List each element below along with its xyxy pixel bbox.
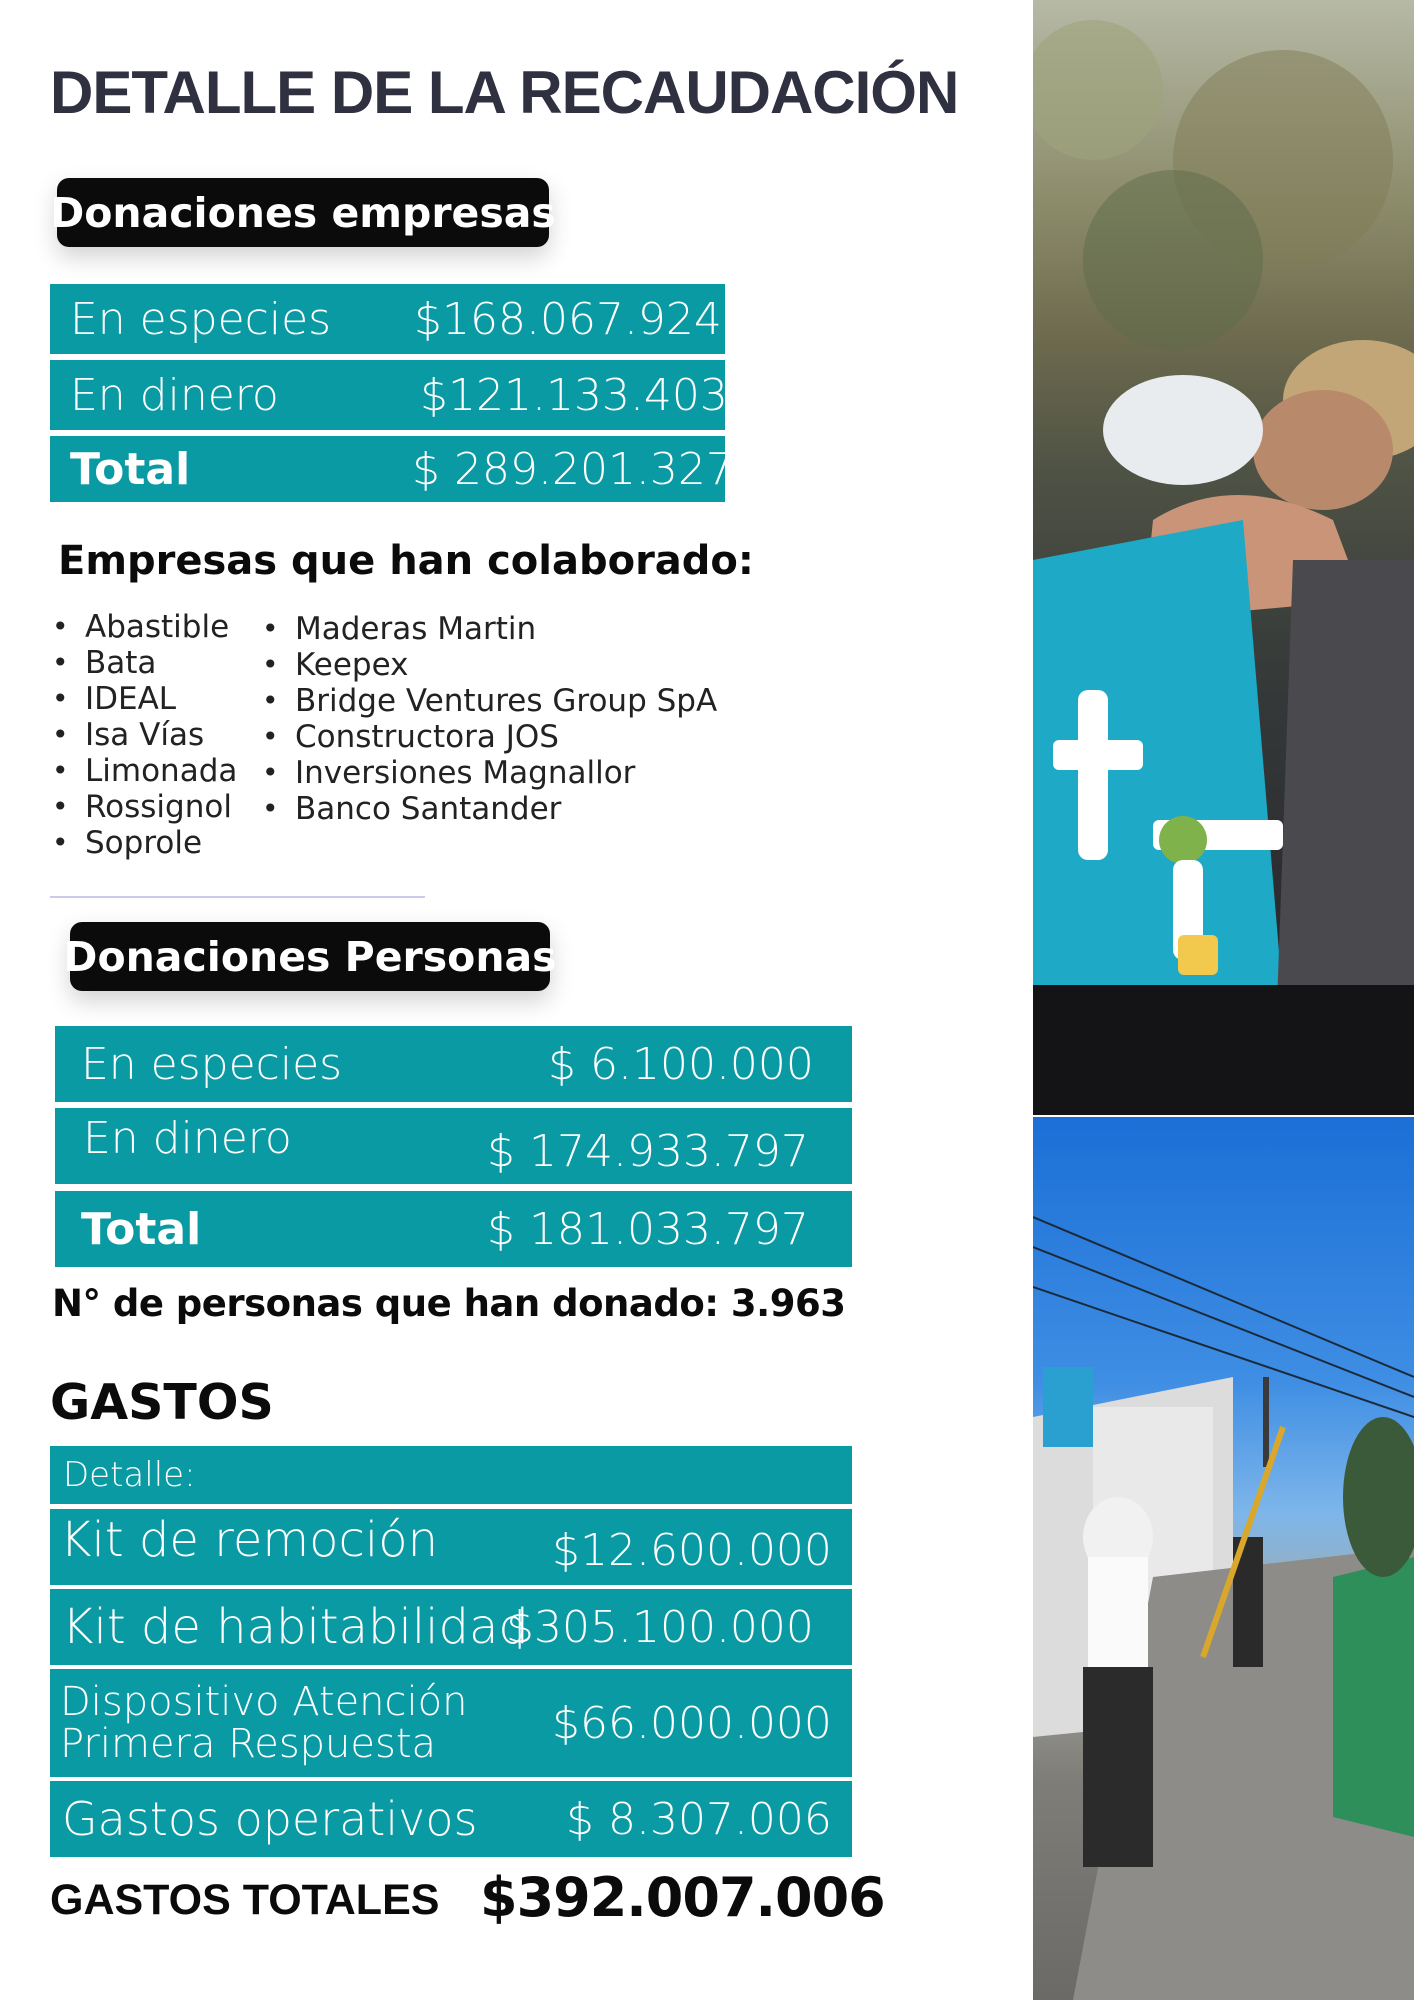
divider xyxy=(50,896,425,898)
row-label: Detalle: xyxy=(63,1455,196,1495)
list-item: • Constructora JOS xyxy=(262,719,717,755)
row-value: $ 6.100.000 xyxy=(548,1038,814,1090)
row-value: $121.133.403 xyxy=(420,369,728,421)
row-value: $ 181.033.797 xyxy=(487,1203,809,1255)
list-item: • Isa Vías xyxy=(52,717,237,753)
row-label: Gastos operativos xyxy=(62,1792,478,1846)
list-item: • Bata xyxy=(52,645,237,681)
gastos-detalle-row xyxy=(50,1446,852,1504)
colaboradores-heading: Empresas que han colaborado: xyxy=(58,538,754,584)
row-label: En especies xyxy=(81,1038,343,1090)
row-label: Kit de habitabilidad xyxy=(62,1599,529,1655)
row-label xyxy=(60,1681,467,1765)
row-label: En dinero xyxy=(70,369,279,421)
donaciones-empresas-pill: Donaciones empresas xyxy=(57,178,549,247)
photo-hug-illustration xyxy=(1033,0,1414,1115)
gastos-row-operativos xyxy=(50,1781,852,1857)
list-item: • Limonada xyxy=(52,753,237,789)
row-value: $ 174.933.797 xyxy=(487,1126,809,1177)
gastos-row-dispositivo xyxy=(50,1669,852,1777)
gastos-totales-label: GASTOS TOTALES xyxy=(50,1876,440,1924)
empresas-row-dinero xyxy=(50,360,728,430)
gastos-row-remocion xyxy=(50,1509,852,1585)
photo-street xyxy=(1033,1117,1414,2000)
list-item: • IDEAL xyxy=(52,681,237,717)
photo-street-illustration xyxy=(1033,1117,1414,2000)
row-value: $168.067.924 xyxy=(414,293,722,345)
row-value: $305.100.000 xyxy=(506,1601,814,1653)
row-label: En especies xyxy=(70,293,332,345)
empresas-row-especies xyxy=(50,284,725,354)
donaciones-personas-pill: Donaciones Personas xyxy=(70,922,550,991)
photo-hug xyxy=(1033,0,1414,1115)
list-item: • Abastible xyxy=(52,609,237,645)
colaboradores-list-2 xyxy=(262,611,717,827)
gastos-totales-value: $392.007.006 xyxy=(480,1866,885,1929)
gastos-heading: GASTOS xyxy=(50,1374,274,1431)
row-value: $12.600.000 xyxy=(552,1525,832,1576)
row-label-line1: Dispositivo Atención xyxy=(60,1679,468,1725)
row-label: Total xyxy=(70,443,191,495)
personas-count: N° de personas que han donado: 3.963 xyxy=(52,1282,846,1325)
page-title: DETALLE DE LA RECAUDACIÓN xyxy=(50,59,959,126)
row-value: $ 289.201.327 xyxy=(412,443,734,495)
personas-row-total xyxy=(55,1191,852,1267)
list-item: • Rossignol xyxy=(52,789,237,825)
personas-row-especies xyxy=(55,1026,852,1102)
empresas-row-total xyxy=(50,436,734,502)
row-label-line2: Primera Respuesta xyxy=(60,1721,437,1767)
gastos-row-habitabilidad xyxy=(50,1589,852,1665)
row-label: Total xyxy=(81,1203,202,1255)
row-value: $66.000.000 xyxy=(552,1697,832,1749)
personas-row-dinero xyxy=(55,1108,852,1184)
list-item: • Maderas Martin xyxy=(262,611,717,647)
list-item: • Banco Santander xyxy=(262,791,717,827)
list-item: • Soprole xyxy=(52,825,237,861)
row-label: Kit de remoción xyxy=(60,1512,438,1568)
row-label: En dinero xyxy=(83,1112,292,1164)
row-value: $ 8.307.006 xyxy=(566,1793,832,1845)
list-item: • Keepex xyxy=(262,647,717,683)
list-item: • Inversiones Magnallor xyxy=(262,755,717,791)
colaboradores-list-1 xyxy=(52,609,237,861)
list-item: • Bridge Ventures Group SpA xyxy=(262,683,717,719)
